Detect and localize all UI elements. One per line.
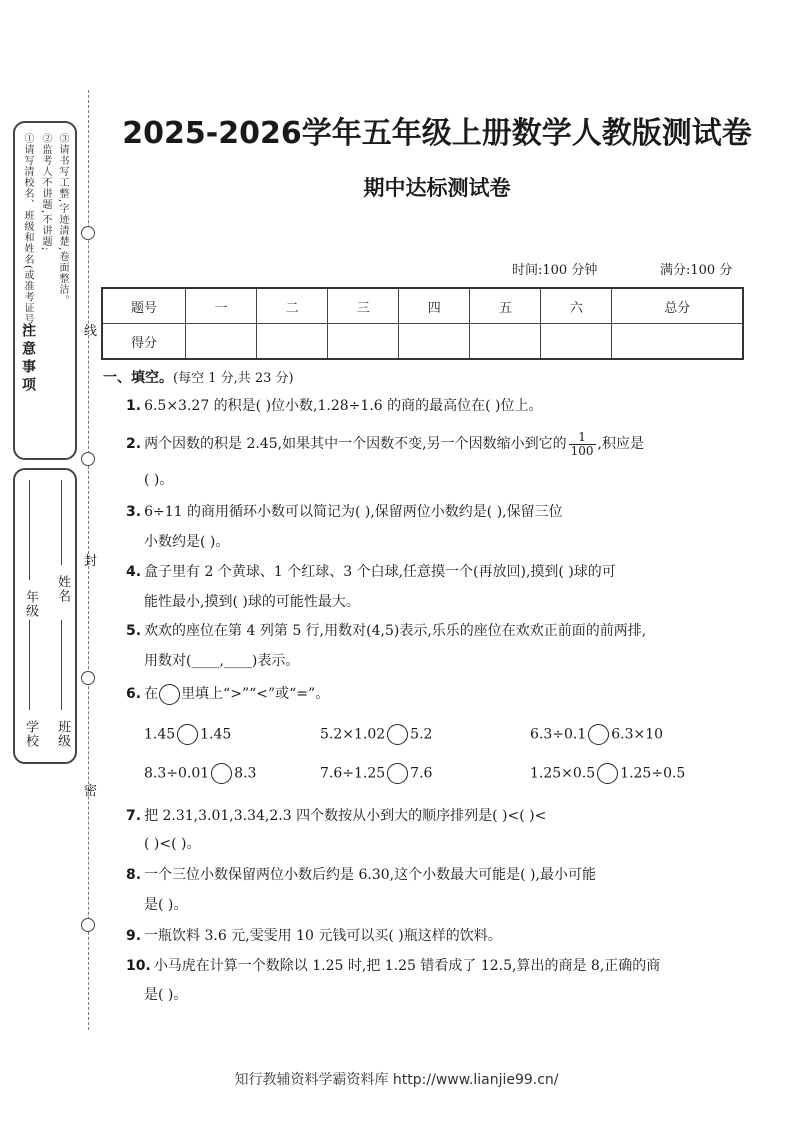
question-number: 10. (126, 958, 151, 974)
compare-item (530, 724, 663, 745)
question-text: 一瓶饮料 3.6 元,雯雯用 10 元钱可以买( )瓶这样的饮料。 (144, 928, 502, 944)
seal-char-line: 线 (84, 324, 98, 339)
section-note: (每空 1 分,共 23 分) (173, 371, 294, 386)
column-header: 五 (470, 288, 541, 324)
score-cell[interactable] (186, 324, 257, 360)
question-10-continuation: 是( )。 (144, 987, 188, 1003)
question-number: 5. (126, 623, 142, 639)
column-header: 六 (541, 288, 612, 324)
class-label: 班级 (55, 720, 70, 748)
question-number: 6. (126, 686, 142, 702)
question-10 (126, 952, 746, 981)
compare-left: 6.3÷0.1 (530, 726, 587, 743)
question-7-continuation: ( )<( )。 (144, 836, 201, 852)
notice-line-3: ③请书写工整,字迹清楚,卷面整洁。 (57, 133, 68, 307)
question-8 (126, 861, 746, 890)
compare-circle[interactable] (387, 724, 408, 745)
question-2 (126, 430, 746, 459)
school-label: 学校 (23, 720, 38, 748)
question-number: 9. (126, 928, 142, 944)
question-text: 欢欢的座位在第 4 列第 5 行,用数对(4,5)表示,乐乐的座位在欢欢正前面的前两排, (144, 623, 647, 639)
fraction-numerator: 1 (569, 431, 596, 445)
compare-circle[interactable] (177, 724, 198, 745)
column-header: 四 (399, 288, 470, 324)
question-number: 1. (126, 398, 142, 414)
compare-circle[interactable] (211, 763, 232, 784)
student-info-box (13, 468, 77, 764)
compare-right: 8.3 (234, 765, 257, 782)
question-2-continuation: ( )。 (144, 472, 174, 488)
question-text: 一个三位小数保留两位小数后约是 6.30,这个小数最大可能是( ),最小可能 (144, 867, 596, 883)
fraction (569, 431, 596, 458)
school-line (29, 620, 30, 710)
exam-subtitle: 期中达标测试卷 (363, 176, 511, 200)
question-4-continuation: 能性最小,摸到( )球的可能性最大。 (144, 594, 360, 610)
question-number: 3. (126, 504, 142, 520)
notice-line-1: ①请写清校名、班级和姓名(或准考证号); (22, 133, 33, 335)
binding-hole (81, 671, 95, 685)
question-5-continuation: 用数对(____,____)表示。 (144, 653, 300, 669)
column-header: 总分 (612, 288, 743, 324)
section-heading-text: 一、填空。 (103, 370, 173, 386)
question-text: 在 (144, 686, 159, 702)
notice-line-2: ②监考人不讲题,不讲题; (40, 133, 51, 252)
question-text-tail: ,积应是 (597, 436, 644, 452)
compare-item (144, 724, 231, 745)
question-text: 盒子里有 2 个黄球、1 个红球、3 个白球,任意摸一个(再放回),摸到( )球的可 (144, 564, 616, 580)
score-table (101, 287, 744, 360)
compare-right: 5.2 (410, 726, 433, 743)
compare-left: 7.6÷1.25 (320, 765, 386, 782)
binding-hole (81, 226, 95, 240)
exam-title: 2025-2026学年五年级上册数学人教版测试卷 (122, 116, 752, 151)
compare-item (320, 724, 432, 745)
grade-line (29, 480, 30, 580)
score-cell[interactable] (257, 324, 328, 360)
compare-item (530, 763, 685, 784)
binding-hole (81, 918, 95, 932)
binding-hole (81, 452, 95, 466)
score-table-score-row (102, 324, 743, 360)
compare-circle-example (159, 684, 180, 705)
compare-left: 8.3÷0.01 (144, 765, 210, 782)
compare-left: 1.25×0.5 (530, 765, 596, 782)
compare-right: 7.6 (410, 765, 433, 782)
question-5 (126, 617, 746, 646)
full-score: 满分:100 分 (660, 263, 733, 278)
compare-circle[interactable] (387, 763, 408, 784)
column-header: 二 (257, 288, 328, 324)
question-number: 7. (126, 808, 142, 824)
row-header-score: 得分 (102, 324, 186, 360)
question-text: 把 2.31,3.01,3.34,2.3 四个数按从小到大的顺序排列是( )<( )< (144, 808, 547, 824)
compare-item (320, 763, 432, 784)
compare-circle[interactable] (588, 724, 609, 745)
score-cell[interactable] (328, 324, 399, 360)
fraction-denominator: 100 (570, 443, 594, 458)
grade-label: 年级 (23, 590, 38, 618)
footer-watermark[interactable]: 知行教辅资料学霸资料库 http://www.lianjie99.cn/ (234, 1072, 559, 1088)
question-number: 8. (126, 867, 142, 883)
score-cell[interactable] (399, 324, 470, 360)
question-6 (126, 680, 746, 709)
column-header: 一 (186, 288, 257, 324)
compare-left: 1.45 (144, 726, 176, 743)
notice-box (13, 121, 77, 460)
column-header: 三 (328, 288, 399, 324)
row-header-question: 题号 (102, 288, 186, 324)
question-text: 6÷11 的商用循环小数可以简记为( ),保留两位小数约是( ),保留三位 (144, 504, 563, 520)
question-number: 4. (126, 564, 142, 580)
section-heading (103, 367, 294, 387)
question-9 (126, 922, 746, 951)
question-text: 小马虎在计算一个数除以 1.25 时,把 1.25 错看成了 12.5,算出的商是 8,正确的商 (153, 958, 661, 974)
name-line (61, 480, 62, 565)
score-cell[interactable] (612, 324, 743, 360)
question-text: 6.5×3.27 的积是( )位小数,1.28÷1.6 的商的最高位在( )位上。 (144, 398, 543, 414)
compare-item (144, 763, 256, 784)
compare-circle[interactable] (597, 763, 618, 784)
compare-left: 5.2×1.02 (320, 726, 386, 743)
question-1 (126, 392, 746, 421)
question-3-continuation: 小数约是( )。 (144, 534, 230, 550)
question-4 (126, 558, 746, 587)
seal-char-secret: 密 (84, 784, 98, 799)
seal-char-seal: 封 (84, 554, 98, 569)
time-limit: 时间:100 分钟 (512, 263, 598, 278)
question-text: 里填上“>”“<”或“=”。 (181, 686, 330, 702)
class-line (61, 620, 62, 710)
question-number: 2. (126, 436, 142, 452)
compare-right: 1.45 (200, 726, 232, 743)
notice-title: 注意事项 (20, 323, 36, 395)
question-7 (126, 802, 746, 831)
name-label: 姓名 (55, 575, 70, 603)
compare-right: 6.3×10 (611, 726, 664, 743)
compare-right: 1.25÷0.5 (620, 765, 686, 782)
score-cell[interactable] (541, 324, 612, 360)
score-cell[interactable] (470, 324, 541, 360)
score-table-header-row (102, 288, 743, 324)
question-8-continuation: 是( )。 (144, 897, 188, 913)
question-3 (126, 498, 746, 527)
question-text: 两个因数的积是 2.45,如果其中一个因数不变,另一个因数缩小到它的 (144, 436, 567, 452)
